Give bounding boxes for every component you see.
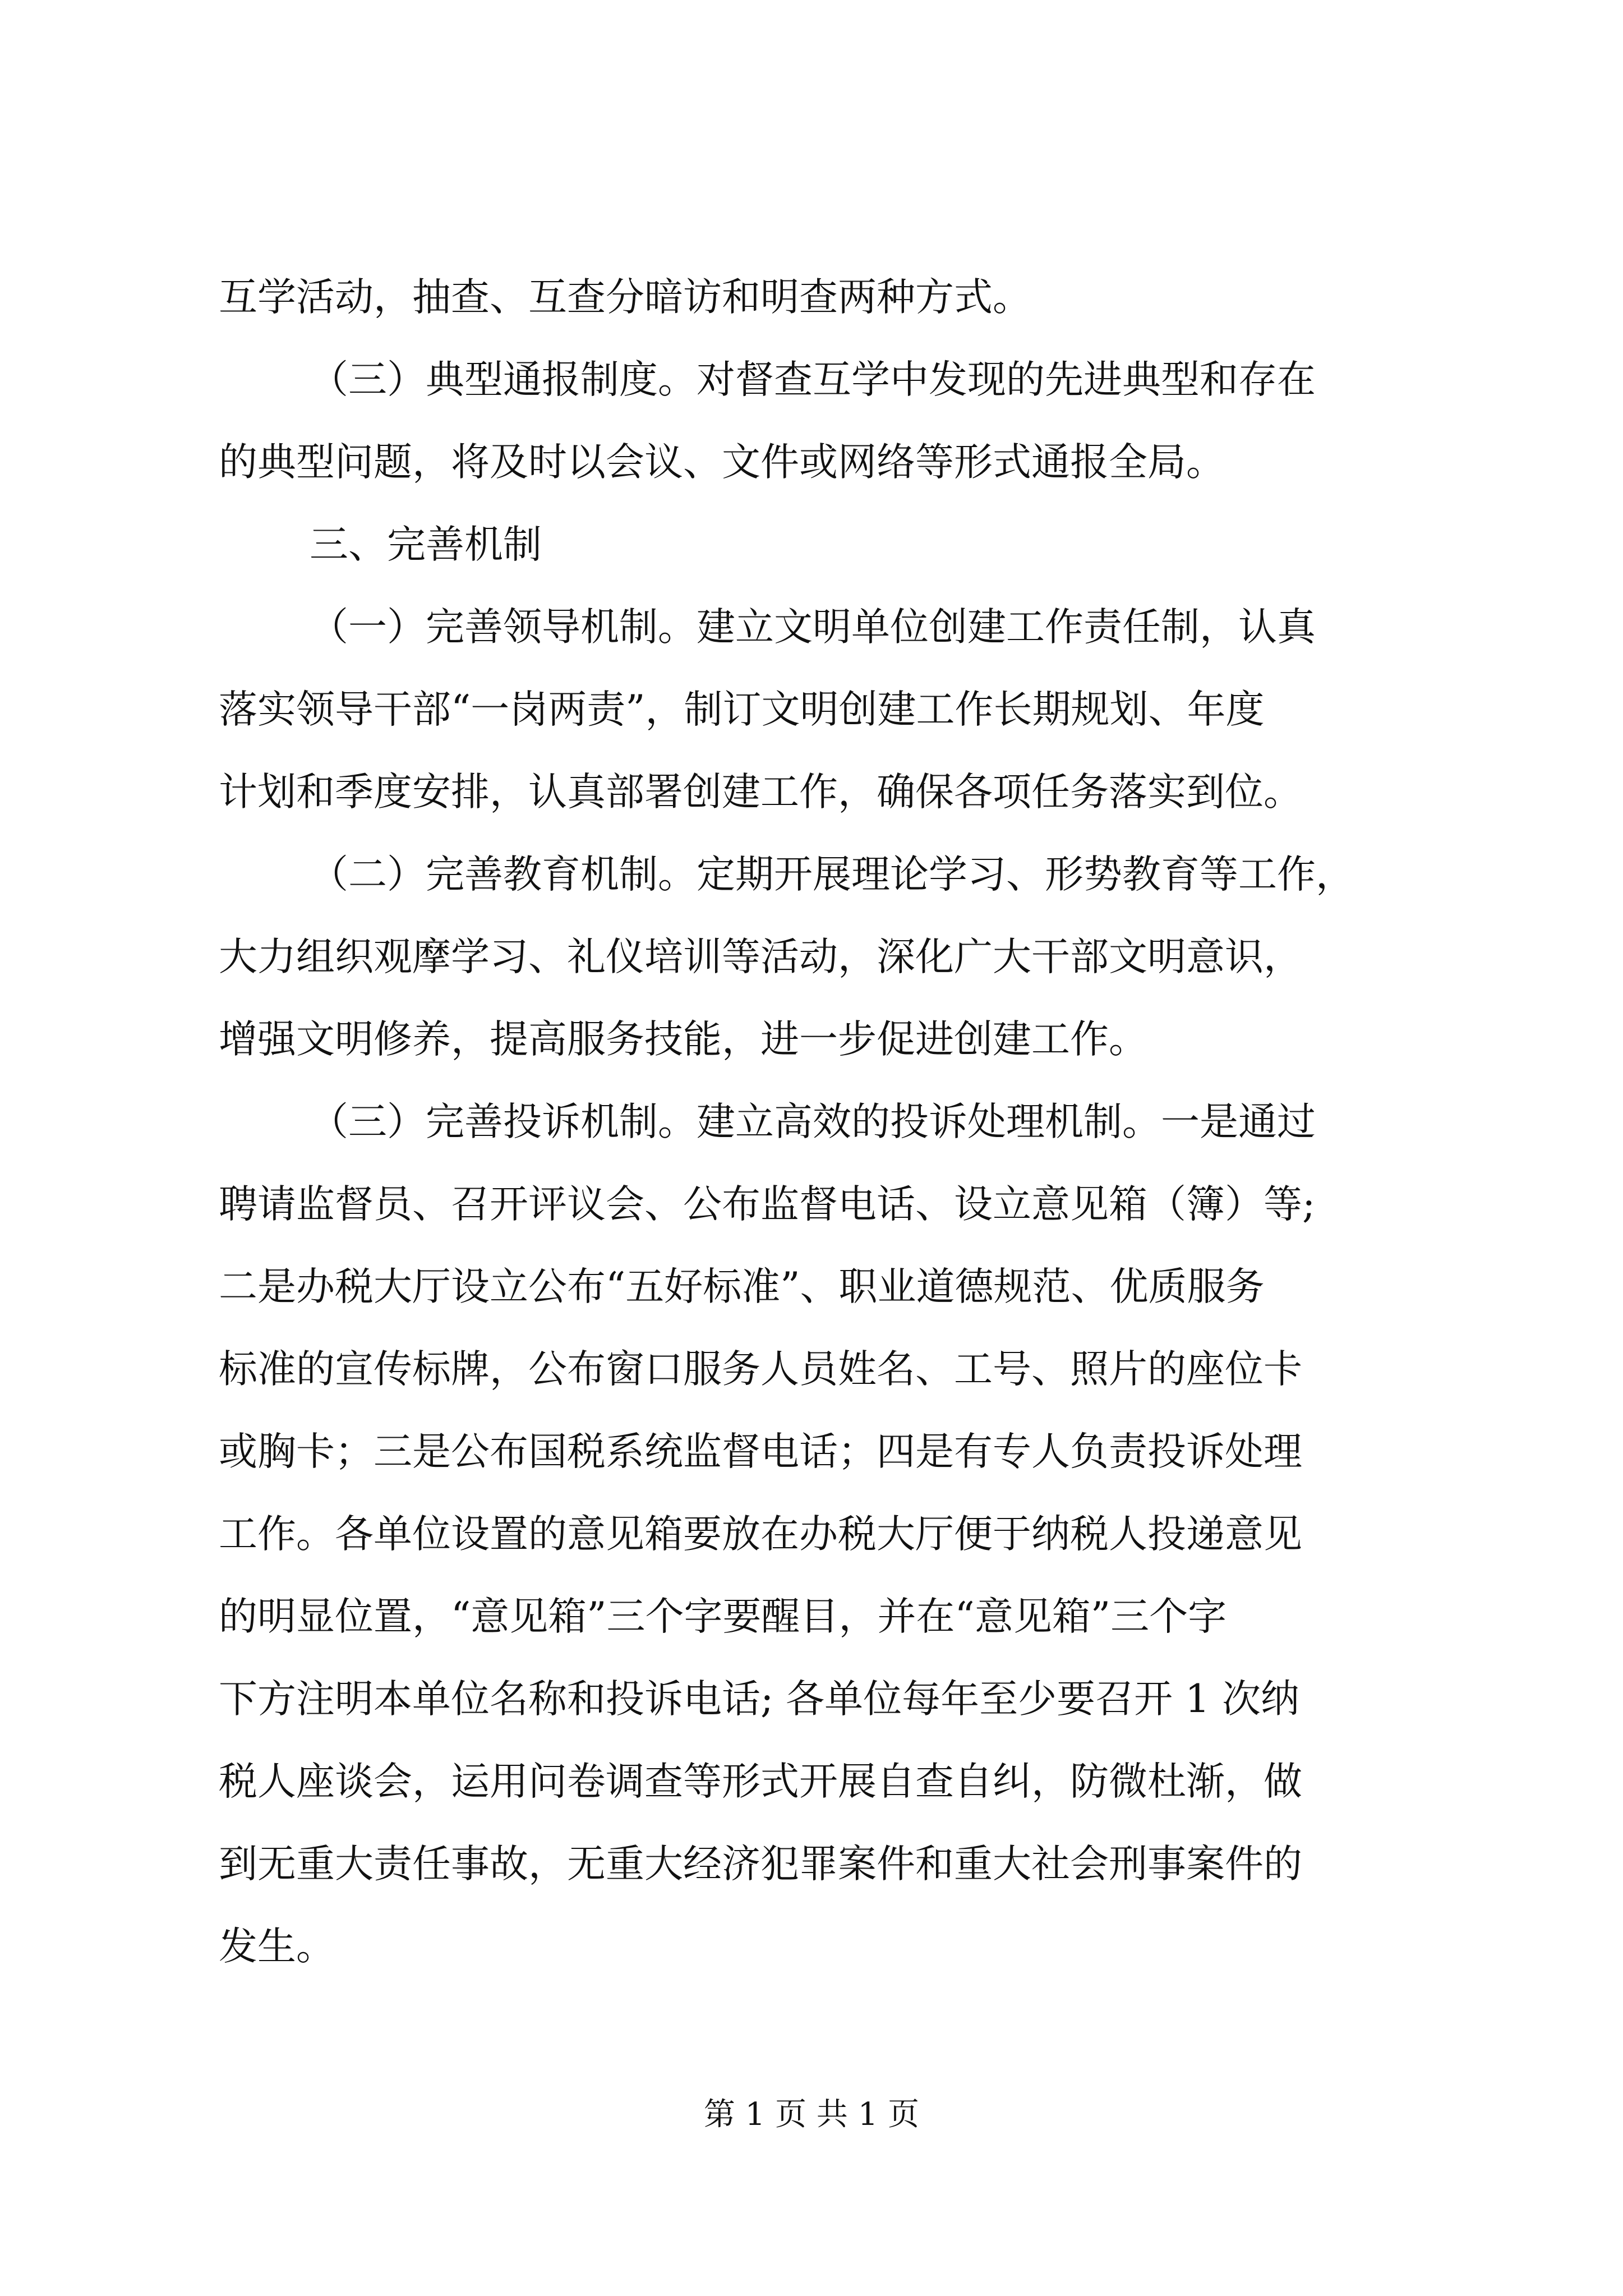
text-line: 二是办税大厅设立公布“五好标准”、职业道德规范、优质服务 xyxy=(219,1264,1265,1309)
text-line: 的典型问题，将及时以会议、文件或网络等形式通报全局。 xyxy=(219,440,1225,485)
text-line: 发生。 xyxy=(219,1924,335,1969)
text-line: 税人座谈会，运用问卷调查等形式开展自查自纠，防微杜渐，做 xyxy=(219,1759,1302,1804)
text-line: 互学活动，抽查、互查分暗访和明查两种方式。 xyxy=(219,275,1031,320)
text-line: 增强文明修养，提高服务技能，进一步促进创建工作。 xyxy=(219,1017,1147,1062)
text-line: （二）完善教育机制。定期开展理论学习、形势教育等工作， xyxy=(310,852,1354,897)
text-line: 工作。各单位设置的意见箱要放在办税大厅便于纳税人投递意见 xyxy=(219,1512,1302,1557)
text-line: （一）完善领导机制。建立文明单位创建工作责任制，认真 xyxy=(310,605,1316,650)
text-line: 计划和季度安排，认真部署创建工作，确保各项任务落实到位。 xyxy=(219,770,1302,815)
text-line: 聘请监督员、召开评议会、公布监督电话、设立意见箱（簿）等; xyxy=(219,1182,1316,1227)
text-line: （三）典型通报制度。对督查互学中发现的先进典型和存在 xyxy=(310,357,1316,402)
section-heading: 三、完善机制 xyxy=(310,522,542,567)
text-line: （三）完善投诉机制。建立高效的投诉处理机制。一是通过 xyxy=(310,1099,1316,1144)
text-line: 标准的宣传标牌，公布窗口服务人员姓名、工号、照片的座位卡 xyxy=(219,1347,1302,1392)
text-line: 的明显位置，“意见箱”三个字要醒目，并在“意见箱”三个字 xyxy=(219,1594,1227,1639)
text-line: 大力组织观摩学习、礼仪培训等活动，深化广大干部文明意识， xyxy=(219,935,1302,979)
page-number: 第 1 页 共 1 页 xyxy=(703,2096,920,2133)
text-line: 或胸卡；三是公布国税系统监督电话；四是有专人负责投诉处理 xyxy=(219,1429,1302,1474)
text-line: 落实领导干部“一岗两责”，制订文明创建工作长期规划、年度 xyxy=(219,687,1265,732)
text-line: 到无重大责任事故，无重大经济犯罪案件和重大社会刑事案件的 xyxy=(219,1842,1302,1887)
text-line: 下方注明本单位名称和投诉电话; 各单位每年至少要召开 1 次纳 xyxy=(219,1677,1299,1722)
